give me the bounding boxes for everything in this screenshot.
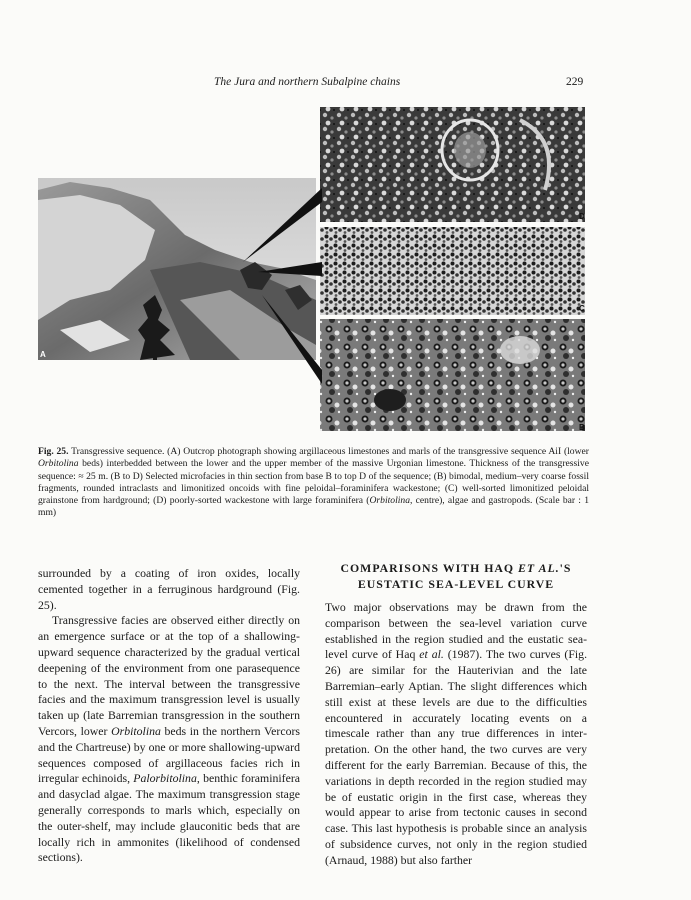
right-p1-et-al: et al.	[419, 647, 444, 662]
caption-orbitolina-1: Orbitolina	[38, 458, 79, 470]
section-heading-line-1	[325, 560, 587, 576]
right-paragraph-1	[325, 600, 587, 869]
heading-part-b: 'S	[559, 561, 572, 575]
panel-label-c: C	[579, 304, 585, 313]
left-column	[38, 566, 300, 866]
micrograph-b	[320, 319, 585, 431]
panel-label-d: D	[579, 212, 585, 221]
micrograph-d	[320, 107, 585, 222]
heading-part-a: COMPARISONS WITH HAQ	[340, 561, 519, 575]
right-column	[325, 600, 587, 869]
left-p2-orbitolina: Orbitolina	[111, 723, 161, 738]
left-p2-text-b: beds in the northern Vercors and the Chartreuse) by one or more shallowing-upward sequences composed of argillaceous facies rich in irregular echinoids,	[38, 723, 300, 786]
left-paragraph-2	[38, 613, 300, 866]
outcrop-photograph	[38, 178, 316, 360]
figure-25	[0, 0, 691, 440]
page-number: 229	[566, 76, 584, 88]
running-head-title: The Jura and northern Subalpine chains	[214, 76, 401, 88]
micrograph-c	[320, 227, 585, 315]
figure-caption	[38, 446, 589, 520]
panel-label-b: B	[579, 423, 585, 432]
caption-orbitolina-2: Orbitolina	[369, 495, 411, 507]
panel-label-a: A	[40, 350, 46, 359]
right-p1-text-a: Two major observations may be drawn from the comparison between the sea-level variation curve established in the region studied and the eustatic sea-level curve of Haq	[325, 600, 587, 662]
caption-text-3: , centre), algae and gastropods. (Scale bar : 1 mm)	[38, 495, 589, 519]
section-heading-line-2: EUSTATIC SEA-LEVEL CURVE	[357, 577, 555, 591]
caption-figure-number: Fig. 25.	[38, 446, 69, 457]
left-p2-text-a: Transgressive facies are observed either directly on an emergence surface or at the top of a shallowing-upward sequence characterized by the gradual vertical deepening of the environment from one parasequence to the next. The interval between the transgressive facies and the maximum transgression level is usually taken up (late Barremian transgression in the southern Vercors, lower	[38, 613, 300, 738]
section-heading	[325, 560, 587, 592]
caption-text-2: beds) interbedded between the lower and the upper member of the massive Urgonian limestone. Thickness of the transgressive sequence: ≈ 25 m. (B to D) Selected microfacies in thin section from base B to top D of the sequence; (B) bimodal, medium–very coarse fossil fragments, rounded intraclasts and limonitized oncoids with fine peloidal–foraminifera wackestone; (C) well-sorted limonitized peloidal grainstone from hardground; (D) poorly-sorted wackestone with large foraminifera (	[38, 458, 589, 507]
figure-graphics	[0, 0, 691, 440]
left-p2-text-c: , benthic foraminifera and dasyclad algae. The maximum transgression stage generally corresponds to marls which, especially on the outer-shelf, may include glauconitic beds that are locally rich in ammonites (likelihood of condensed sections).	[38, 771, 300, 865]
left-p2-palorbitolina: Palorbitolina	[133, 771, 197, 786]
right-p1-text-b: (1987). The two curves (Fig. 26) are similar for the Hauterivian and the late Barremian–early Aptian. The slight differences which still exist at these levels are due to the difficulties encountered in accurately locating events on a timescale rather than any true differences in interpretation. On the other hand, the two curves are very different for the early Barremian. Because of this, the variations in depth recorded in the region studied may be of eustatic origin in the first case, whereas they would appear to arise from tectonic causes in second case. This last hypothesis is probable since an analysis of subsidence curves, not only in the region studied (Arnaud, 1988) but also farther	[325, 647, 588, 867]
caption-text-1: Transgressive sequence. (A) Outcrop photograph showing argillaceous limestones and marls of the transgressive sequence AiI (lower	[68, 446, 589, 457]
left-paragraph-1: surrounded by a coating of iron oxides, locally cemented together in a ferruginous hardground (Fig. 25).	[38, 566, 300, 612]
heading-et-al: ET AL.	[518, 561, 560, 575]
